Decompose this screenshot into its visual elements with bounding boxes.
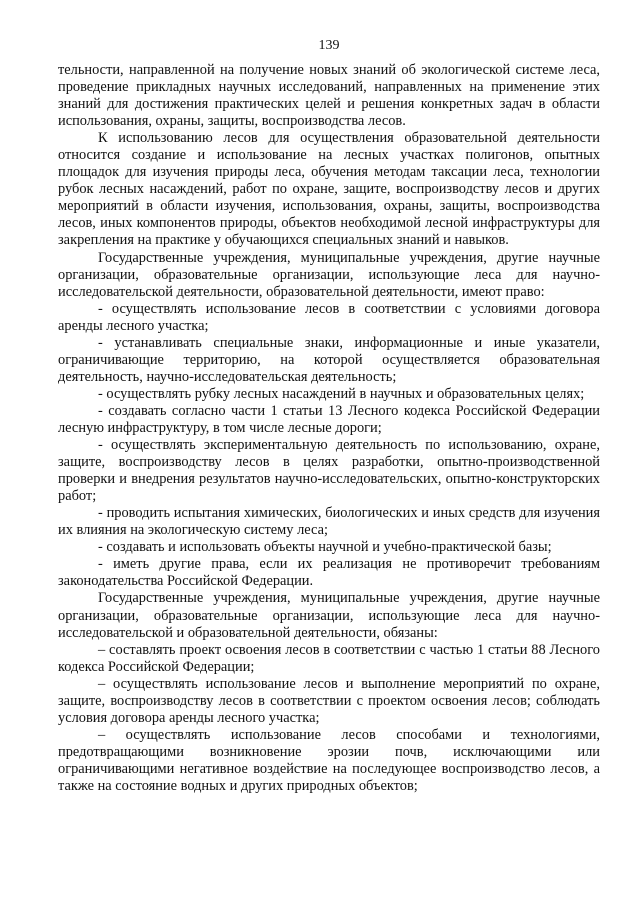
list-item-obligation: – осуществлять использование лесов способами и технологиями, предотвращающими возникновение эрозии почв, исключающими или ограничивающими негативное воздействие на последующее воспроизводство лесов, а также на состояние водных и других природных объектов; <box>58 726 600 794</box>
list-item-obligation: – осуществлять использование лесов и выполнение мероприятий по охране, защите, воспроизводству лесов в соответствии с проектом освоения лесов; соблюдать условия договора аренды лесного участка; <box>58 675 600 726</box>
list-item-right: - осуществлять использование лесов в соответствии с условиями договора аренды лесного участка; <box>58 300 600 334</box>
list-item-right: - осуществлять рубку лесных насаждений в научных и образовательных целях; <box>98 385 585 402</box>
paragraph-educational-use: К использованию лесов для осуществления образовательной деятельности относится создание и использование на лесных участках полигонов, опытных площадок для изучения природы леса, обучения методам таксации леса, технологии рубок лесных насаждений, работ по охране, защите, воспроизводству лесов и других мероприятий в области изучения, использования, охраны, защиты, воспроизводства лесов, иных компонентов природы, объектов необходимой лесной инфраструктуры для закрепления на практике у обучающихся специальных знаний и навыков. <box>58 130 600 249</box>
list-item-right: - проводить испытания химических, биологических и иных средств для изучения их влияния на экологическую систему леса; <box>58 505 600 539</box>
page-number: 139 <box>318 38 340 53</box>
list-item-right: - устанавливать специальные знаки, информационные и иные указатели, ограничивающие территорию, на которой осуществляется образовательная деятельность, научно-исследовательская деятельность; <box>58 334 600 385</box>
list-item-right: - осуществлять экспериментальную деятельность по использованию, охране, защите, воспроизводству лесов в целях разработки, опытно-производственной проверки и внедрения результатов научно-исследовательских, опытно-конструкторских работ; <box>58 437 600 505</box>
paragraph-obligations-intro: Государственные учреждения, муниципальные учреждения, другие научные организации, образовательные организации, использующие леса для научно-исследовательской и образовательной деятельности, обязаны: <box>58 590 600 641</box>
list-item-right: - создавать согласно части 1 статьи 13 Лесного кодекса Российской Федерации лесную инфраструктуру, в том числе лесные дороги; <box>58 402 600 436</box>
document-page <box>58 38 600 795</box>
list-item-right: - иметь другие права, если их реализация не противоречит требованиям законодательства Российской Федерации. <box>58 556 600 590</box>
paragraph-rights-intro: Государственные учреждения, муниципальные учреждения, другие научные организации, образовательные организации, использующие леса для научно-исследовательской деятельности, образовательной деятельности, имеют право: <box>58 249 600 300</box>
paragraph-research-definition-end: тельности, направленной на получение новых знаний об экологической системе леса, проведение прикладных научных исследований, направленных на применение этих знаний для достижения практических целей и решения конкретных задач в области использования, охраны, защиты, воспроизводства лесов. <box>58 62 600 130</box>
list-item-obligation: – составлять проект освоения лесов в соответствии с частью 1 статьи 88 Лесного кодекса Российской Федерации; <box>58 641 600 675</box>
list-item-right: - создавать и использовать объекты научной и учебно-практической базы; <box>98 539 552 556</box>
